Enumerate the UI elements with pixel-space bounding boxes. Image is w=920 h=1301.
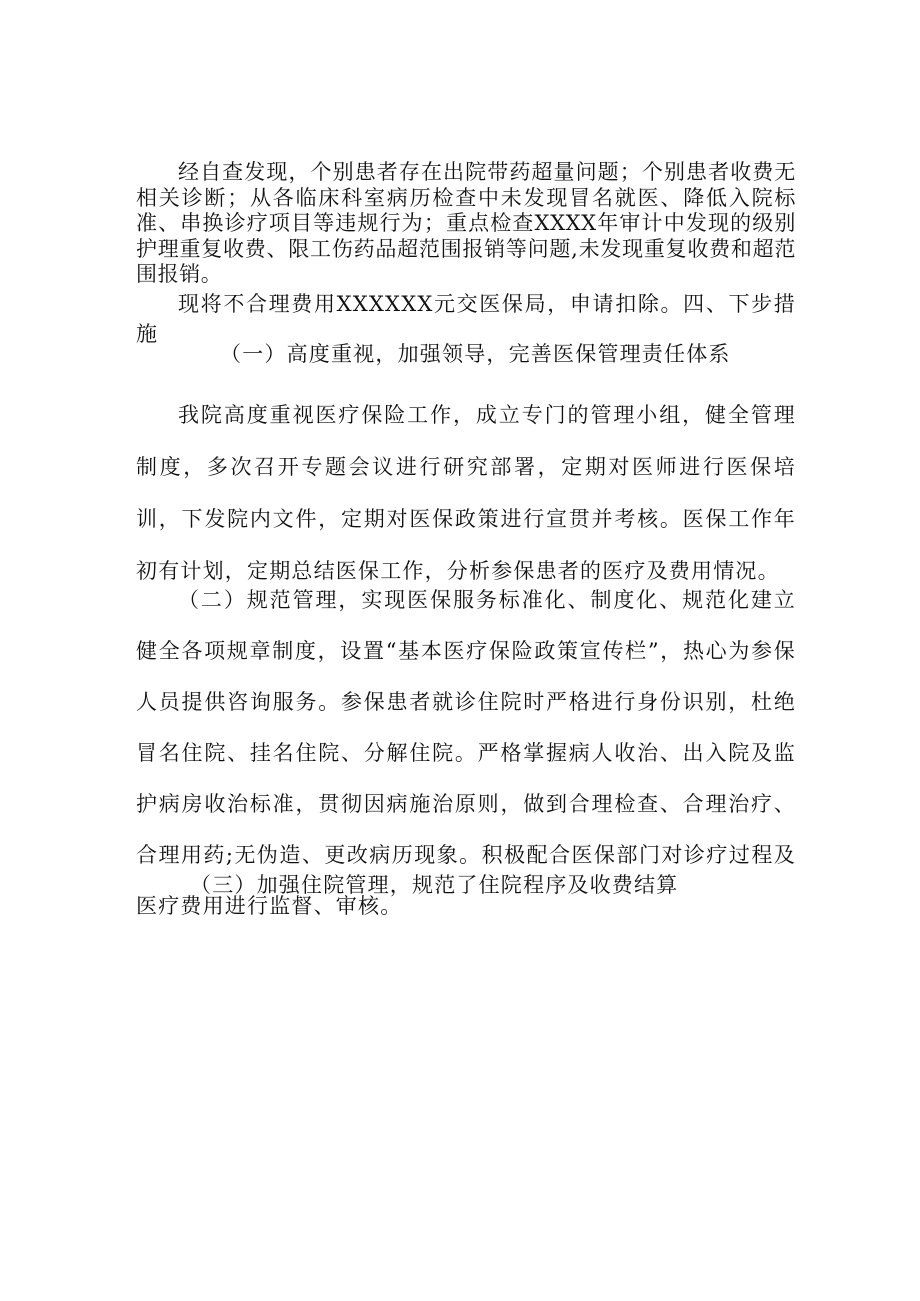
section-heading-three: （三）加强住院管理，规范了住院程序及收费结算 <box>190 873 679 897</box>
paragraph-standardized-management: （二）规范管理，实现医保服务标准化、制度化、规范化建立健全各项规章制度，设置“基本医疗保险政策宣传栏”，热心为参保人员提供咨询服务。参保患者就诊住院时严格进行身份识别，杜绝冒名住院、挂名住院、分解住院。严格掌握病人收治、出入院及监护病房收治标准，贯彻因病施治原则，做到合理检查、合理治疗、合理用药;无伪造、更改病历现象。积极配合医保部门对诊疗过程及医疗费用进行监督、审核。 <box>136 588 796 918</box>
paragraph-deduction-request: 现将不合理费用XXXXXX元交医保局，申请扣除。四、下步措施 <box>136 292 796 346</box>
paragraph-leadership: 我院高度重视医疗保险工作，成立专门的管理小组，健全管理制度，多次召开专题会议进行研究部署，定期对医师进行医保培训，下发院内文件，定期对医保政策进行宣贯并考核。医保工作年初有计划，定期总结医保工作，分析参保患者的医疗及费用情况。 <box>136 403 796 583</box>
section-heading-one: （一）高度重视，加强领导，完善医保管理责任体系 <box>220 342 731 366</box>
paragraph-self-inspection-findings: 经自查发现，个别患者存在出院带药超量问题；个别患者收费无相关诊断；从各临床科室病历检查中未发现冒名就医、降低入院标准、串换诊疗项目等违规行为；重点检查XXXX年审计中发现的级别护理重复收费、限工伤药品超范围报销等问题,未发现重复收费和超范围报销。 <box>136 160 796 286</box>
